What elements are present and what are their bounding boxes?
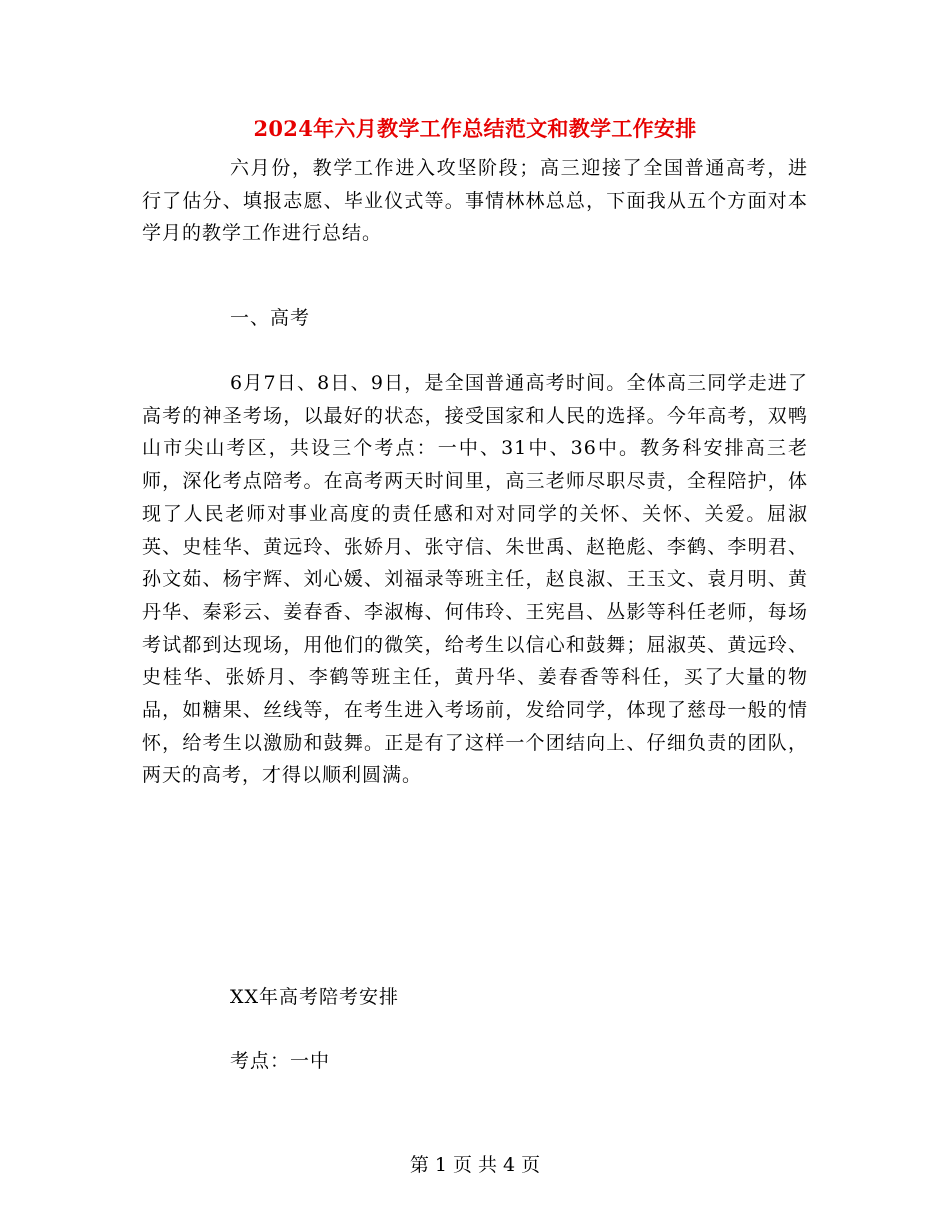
section-body-gaokao: 6月7日、8日、9日，是全国普通高考时间。全体高三同学走进了高考的神圣考场，以最好的状态，接受国家和人民的选择。今年高考，双鸭山市尖山考区，共设三个考点：一中、31中、36中。教务科安排高三老师，深化考点陪考。在高考两天时间里，高三老师尽职尽责，全程陪护，体现了人民老师对事业高度的责任感和对对同学的关怀、关怀、关爱。屈淑英、史桂华、黄远玲、张娇月、张守信、朱世禹、赵艳彪、李鹤、李明君、孙文茹、杨宇辉、刘心媛、刘福录等班主任，赵良淑、王玉文、袁月明、黄丹华、秦彩云、姜春香、李淑梅、何伟玲、王宪昌、丛影等科任老师，每场考试都到达现场，用他们的微笑，给考生以信心和鼓舞；屈淑英、黄远玲、史桂华、张娇月、李鹤等班主任，黄丹华、姜春香等科任，买了大量的物品，如糖果、丝线等，在考生进入考场前，发给同学，体现了慈母一般的情怀，给考生以激励和鼓舞。正是有了这样一个团结向上、仔细负责的团队，两天的高考，才得以顺利圆满。 bbox=[142, 372, 808, 787]
intro-paragraph: 六月份，教学工作进入攻坚阶段；高三迎接了全国普通高考，进行了估分、填报志愿、毕业仪式等。事情林林总总，下面我从五个方面对本学月的教学工作进行总结。 bbox=[142, 157, 808, 245]
exam-site-line: 考点：一中 bbox=[230, 1050, 331, 1072]
section-heading-gaokao: 一、高考 bbox=[230, 307, 311, 329]
document-title: 2024年六月教学工作总结范文和教学工作安排 bbox=[253, 116, 697, 141]
page-number-footer: 第 1 页 共 4 页 bbox=[409, 1154, 541, 1176]
arrangement-heading: XX年高考陪考安排 bbox=[230, 986, 400, 1008]
